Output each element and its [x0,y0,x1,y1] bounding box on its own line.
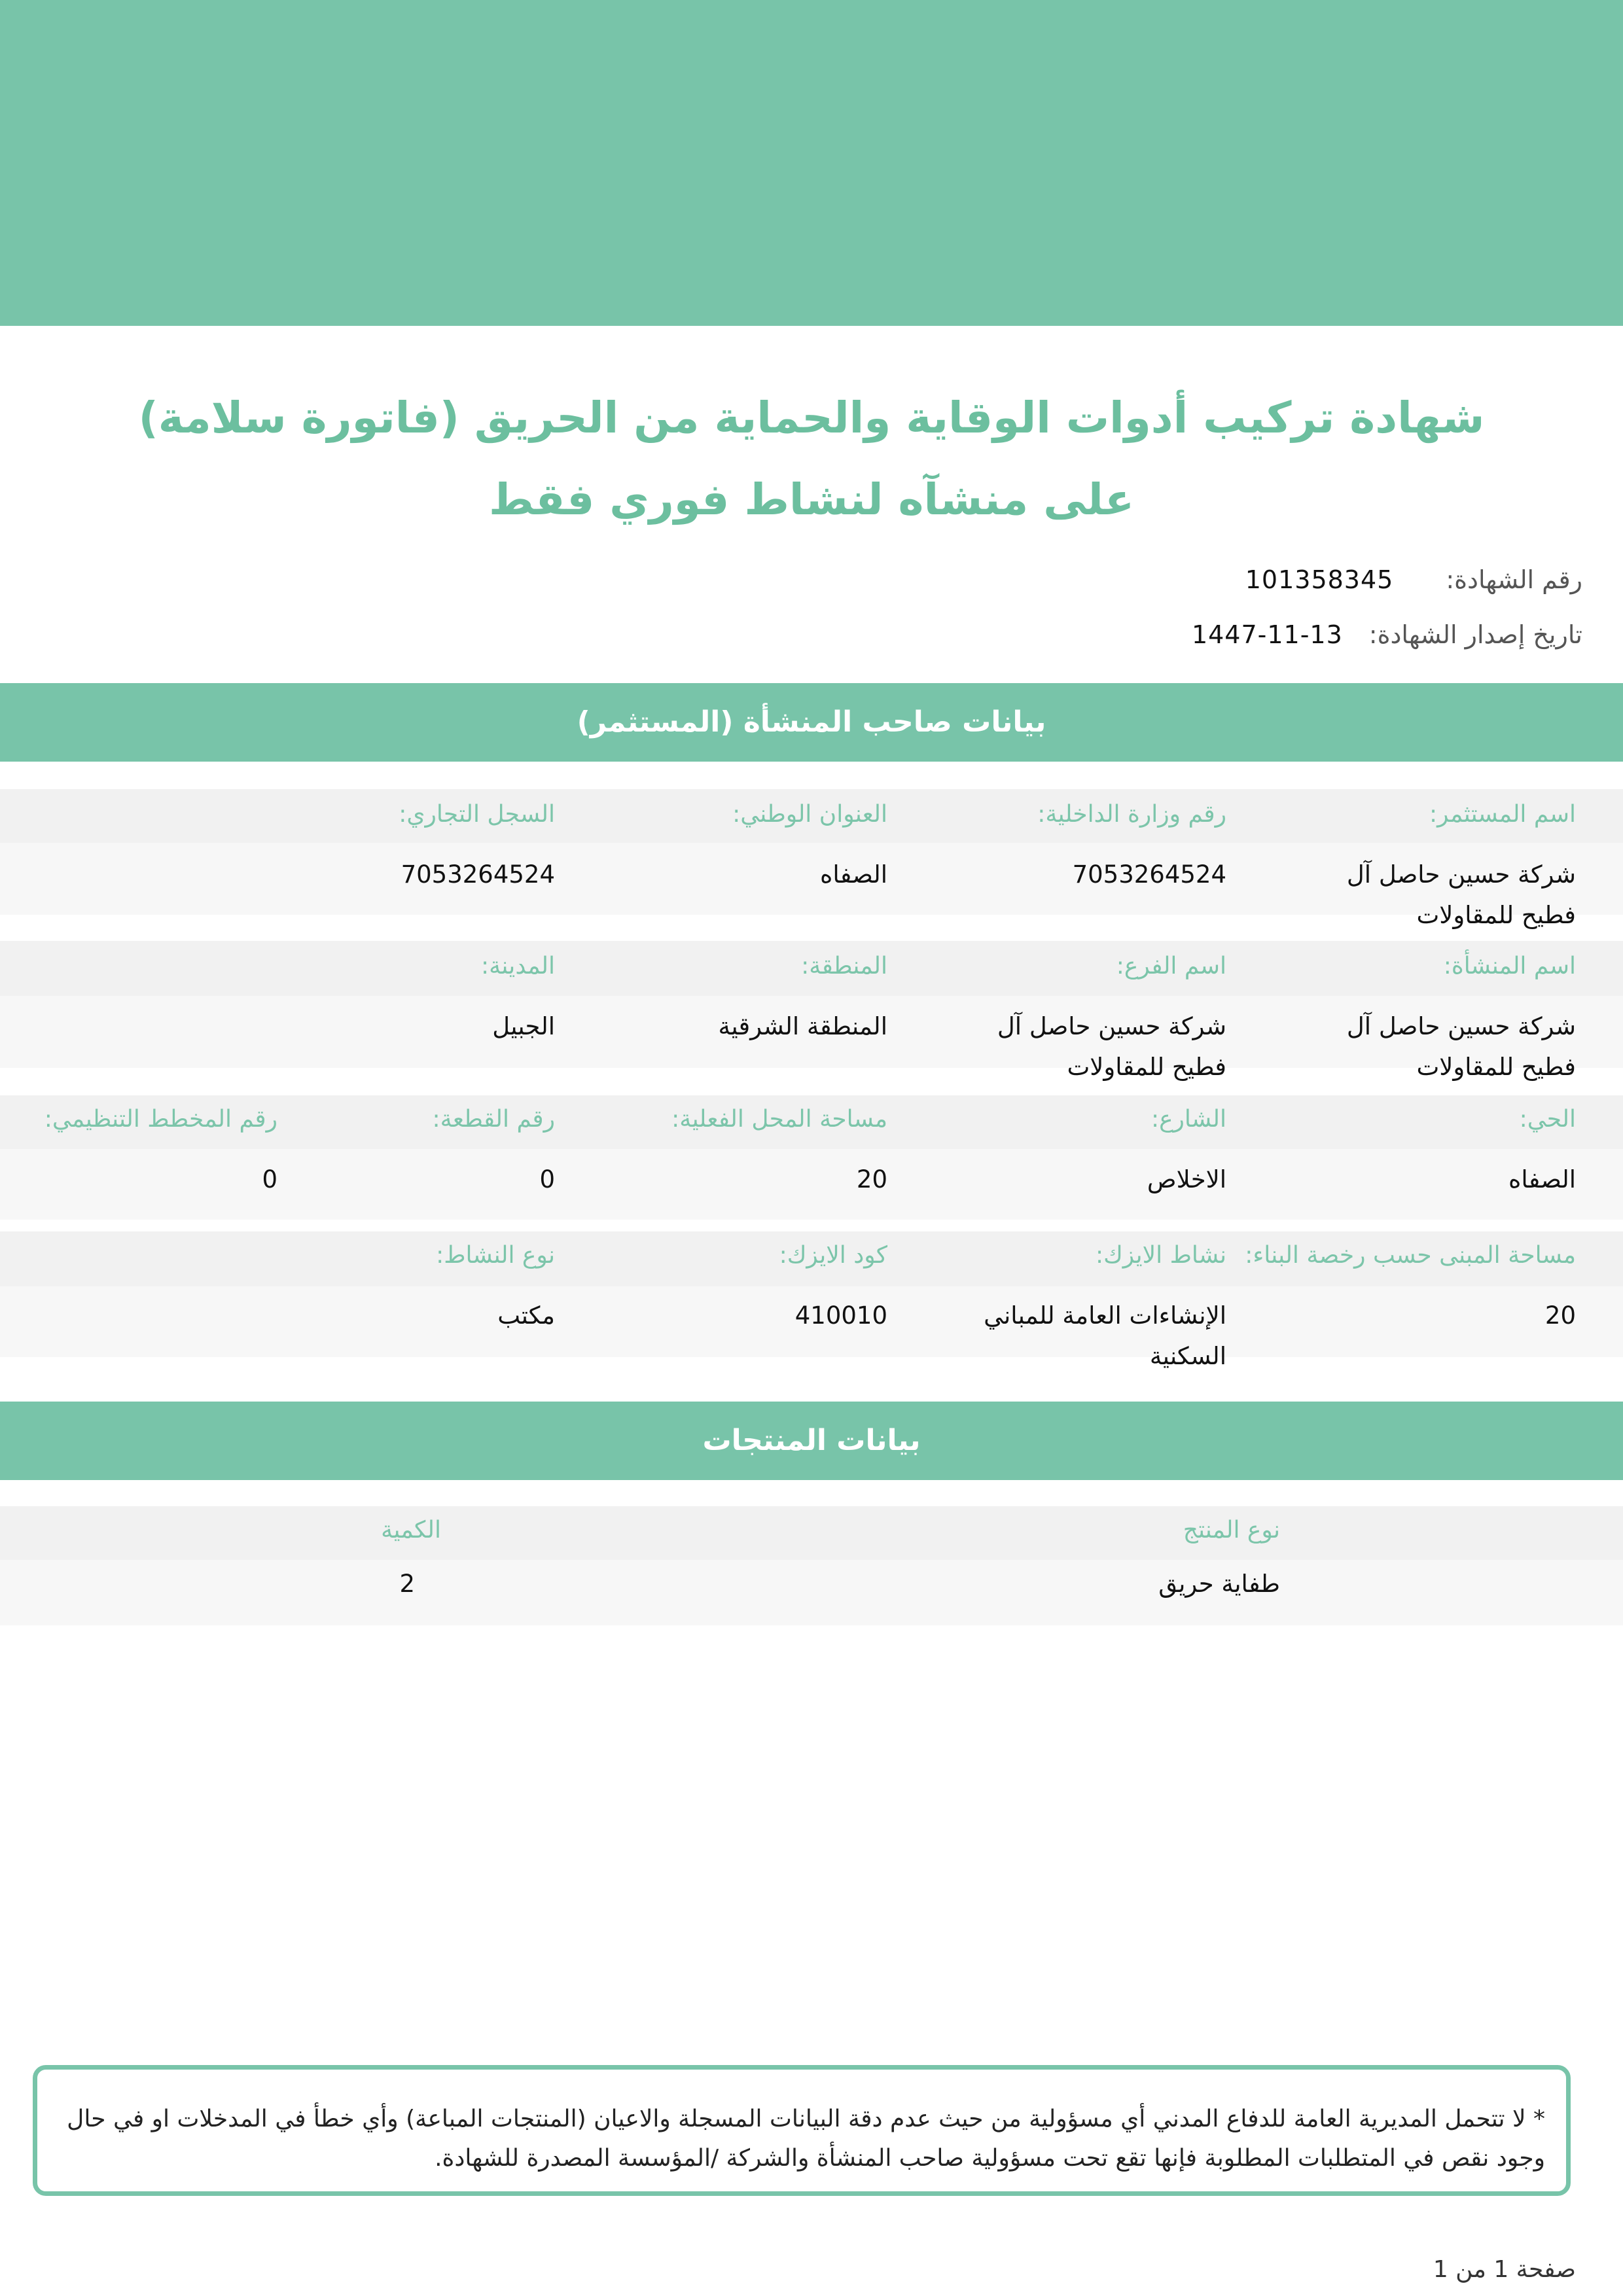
plot-number-value: 0 [539,1165,555,1193]
shop-area-value: 20 [856,1165,887,1193]
plot-number-label: رقم القطعة: [432,1106,555,1133]
document-title-line-1: شهادة تركيب أدوات الوقاية والحماية من الحريق (فاتورة سلامة) [138,393,1485,443]
products-row-band [0,1560,1623,1625]
activity-type-label: نوع النشاط: [436,1242,555,1269]
investor-name-label: اسم المستثمر: [1429,801,1576,828]
of-word: من [1455,2256,1486,2283]
moi-number-value: 7053264524 [1072,860,1226,889]
shop-area-label: مساحة المحل الفعلية: [671,1106,887,1133]
isic-activity-value: الإنشاءات العامة للمباني السكنية [984,1301,1226,1370]
street-value: الاخلاص [1147,1165,1226,1193]
activity-type-value: مكتب [497,1301,555,1330]
certificate-number-value: 101358345 [1245,565,1394,594]
disclaimer-text: * لا تتحمل المديرية العامة للدفاع المدني أي مسؤولية من حيث عدم دقة البيانات المسجلة والاعيان (المنتجات المباعة) وأي خطأ في المدخلات او في حال وجود نقص في المتطلبات المطلوبة فإنها تقع تحت مسؤولية صاحب المنشأة والشركة /المؤسسة المصدرة للشهادة. [67,2106,1545,2172]
quantity-value: 2 [399,1570,415,1598]
products-header-band [0,1506,1623,1560]
page-number [1433,2256,1576,2283]
national-address-value: الصفاه [819,860,887,889]
facility-name-value: شركة حسين حاصل آل فطيح للمقاولات [1346,1012,1576,1081]
branch-name-value: شركة حسين حاصل آل فطيح للمقاولات [997,1012,1226,1081]
commercial-register-label: السجل التجاري: [399,801,555,828]
region-value: المنطقة الشرقية [718,1012,887,1040]
facility-name-label: اسم المنشأة: [1443,953,1576,980]
page-total: 1 [1433,2256,1448,2283]
page-word: صفحة [1516,2256,1576,2283]
certificate-date-label: تاريخ إصدار الشهادة: [1368,620,1582,649]
city-value: الجبيل [492,1012,555,1040]
page-current: 1 [1493,2256,1509,2283]
commercial-register-value: 7053264524 [401,860,555,889]
isic-code-label: كود الايزك: [779,1242,887,1269]
isic-code-value: 410010 [794,1301,887,1330]
branch-name-label: اسم الفرع: [1116,953,1226,980]
quantity-column-header: الكمية [381,1517,441,1544]
product-type-column-header: نوع المنتج [1183,1517,1280,1544]
document-title-line-2: على منشآه لنشاط فوري فقط [488,474,1135,525]
moi-number-label: رقم وزارة الداخلية: [1037,801,1226,828]
building-area-label: مساحة المبنى حسب رخصة البناء: [1245,1242,1576,1269]
certificate-date-value: 1447-11-13 [1191,620,1343,649]
isic-activity-label: نشاط الايزك: [1095,1242,1226,1269]
certificate-number-row [1245,565,1582,594]
region-label: المنطقة: [801,953,887,980]
disclaimer-box [33,2065,1571,2196]
district-label: الحي: [1519,1106,1576,1133]
planning-scheme-number-label: رقم المخطط التنظيمي: [44,1106,277,1133]
certificate-date-row [1192,620,1582,649]
national-address-label: العنوان الوطني: [732,801,887,828]
product-type-value: طفاية حريق [1158,1570,1280,1598]
building-area-value: 20 [1544,1301,1576,1330]
header-banner [0,0,1623,326]
district-value: الصفاه [1508,1165,1576,1193]
certificate-number-label: رقم الشهادة: [1446,565,1582,594]
investor-name-value: شركة حسين حاصل آل فطيح للمقاولات [1346,860,1576,929]
city-label: المدينة: [481,953,555,980]
owner-section-header: بيانات صاحب المنشأة (المستثمر) [0,683,1623,762]
planning-scheme-number-value: 0 [262,1165,277,1193]
street-label: الشارع: [1150,1106,1226,1133]
products-section-header: بيانات المنتجات [0,1402,1623,1480]
